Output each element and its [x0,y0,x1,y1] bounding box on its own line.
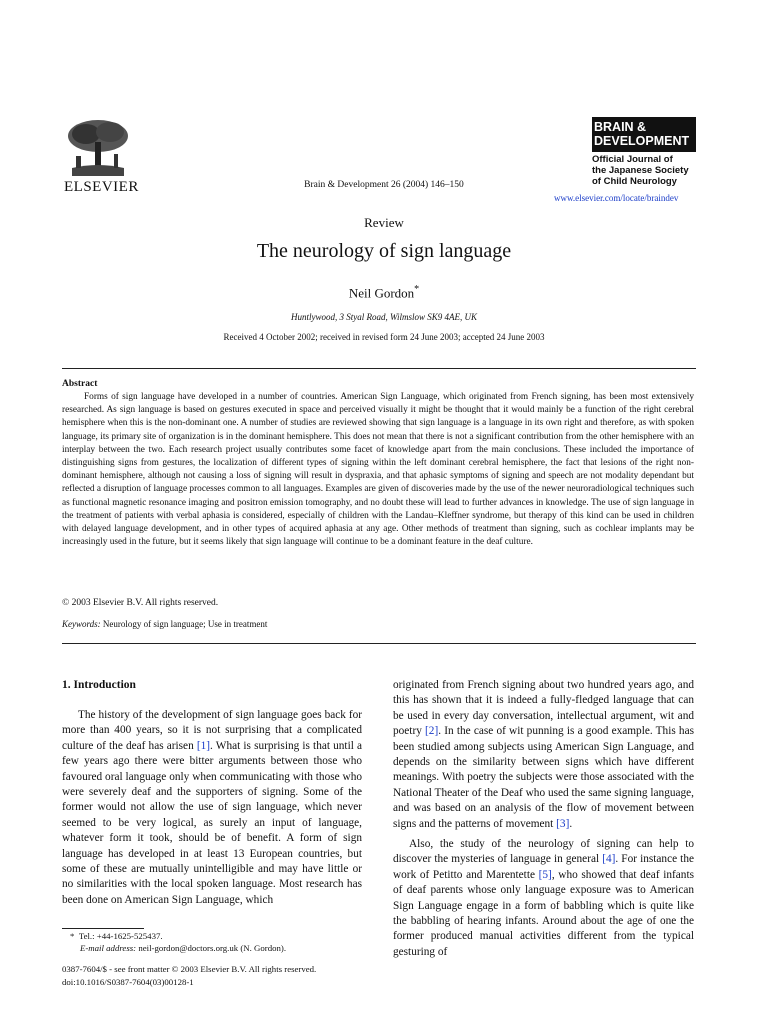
abstract-text: Forms of sign language have developed in a number of countries. American Sign Language, which originated from French signing, has been most extensively researched. As sign language is based on gestures executed in space and perceived visually it might be thought that it would mainly be a function of the right cerebral hemisphere when this is the non-dominant one. A number of studies are reviewed showing that sign language is a language in its own right and therefore, as with spoken language, its primary site of organization is in the dominant hemisphere. This does not mean that there is not a significant contribution from the other hemisphere with an interplay between the two. Each research project usually contributes some facet of knowledge apart from the main conclusions. These included the importance of distinguishing signs from gestures, the localization of different types of signing within the left dominant cerebral hemisphere, the fact that lesions of the right non-dominant hemisphere, although not causing a loss of signing will result in dyspraxia, and that aphasic symptoms of signing and speech are not modality dependant but reflected a disruption of language processes common to all languages. Examples are given of discoveries made by the use of the newer neuroradiological techniques such as functional magnetic resonance imaging and positron emission tomography, and no doubt these will lead to further advances in knowledge. The use of sign language in the treatment of patients with verbal aphasia is considered, especially of children with the Landau–Kleffner syndrome, but therapy of this kind can be used in children with delayed language development, and in other types of acquired aphasia at any age. Other methods of treatment than signing, such as cochlear implants may be increasingly used in the future, but it seems likely that sign language will continue to be a dominant feature in the deaf culture. [62,392,694,548]
official-journal-note [592,154,712,187]
citation-link[interactable]: [3] [556,817,570,830]
official-line-1: Official Journal of [592,154,673,165]
citation-link[interactable]: [4] [602,853,616,866]
text-span: . For instance the work of Petitto and Marentette [393,853,694,881]
citation-link[interactable]: [1] [196,739,211,752]
doi-line[interactable]: doi:10.1016/S0387-7604(03)00128-1 [62,977,194,987]
journal-logo-line2: DEVELOPMENT [594,134,690,148]
text-span: . In the case of wit punning is a good example. This has been studied among subjects using American Sign Language, and depends on the similarity between signs which have different meanings. With poetry the subjects were those associated with the National Theater of the Deaf who used the same signing language, and was based on an analysis of the flow of movement between signs and the patterns of movement [393,725,694,830]
keywords-label: Keywords: [62,619,101,629]
official-line-3: of Child Neurology [592,176,677,187]
intro-paragraph-2 [393,837,694,960]
journal-reference: Brain & Development 26 (2004) 146–150 [304,180,464,190]
footnote-email [80,943,286,953]
text-span: The history of the development of sign language goes back for more than 400 years, so it is not surprising that a complicated culture of the deaf has arisen [62,709,362,752]
article-dates: Received 4 October 2002; received in revised form 24 June 2003; accepted 24 June 2003 [223,332,545,342]
article-type: Review [364,215,404,230]
journal-url-link[interactable]: www.elsevier.com/locate/braindev [554,193,679,203]
journal-logo-line1: BRAIN & [594,120,647,134]
issn-line: 0387-7604/$ - see front matter © 2003 Elsevier B.V. All rights reserved. [62,964,317,974]
official-line-2: the Japanese Society [592,165,689,176]
email-link[interactable]: neil-gordon@doctors.org.uk (N. Gordon). [138,943,287,953]
author-affiliation: Huntlywood, 3 Styal Road, Wilmslow SK9 4AE, UK [291,312,477,322]
author-name: Neil Gordon [348,285,415,301]
section-heading: 1. Introduction [62,679,136,691]
author-footnote-mark[interactable]: * [414,284,420,295]
publisher-name: ELSEVIER [64,179,139,195]
citation-link[interactable]: [5] [538,868,552,881]
elsevier-tree-logo-icon [62,118,134,178]
abstract-copyright: © 2003 Elsevier B.V. All rights reserved. [62,598,219,608]
telephone-text: Tel.: +44-1625-525437. [78,931,163,941]
footnote-telephone [70,931,163,941]
journal-logo [592,117,696,152]
keywords-list: Neurology of sign language; Use in treatment [102,619,268,629]
intro-paragraph-1 [62,708,362,908]
text-span: . [569,817,573,830]
article-title: The neurology of sign language [256,240,512,262]
text-span: . What is surprising is that until a few years ago there were bitter arguments between those who favoured oral language only when communicating with those who were severely deaf and the supporters of signing. Some of the former would not allow the use of sign language, which never seemed to be very logical, as surely an input of language, whatever form it took, should be of benefit. A form of sign language has developed in at least 13 European countries, but some of these are mutually unintelligible and may have little or no similarities with the local spoken language. Most research has been done on American Sign Language, which [62,739,362,906]
abstract-heading: Abstract [62,379,98,389]
footnote-mark: * [70,931,75,941]
divider-top [62,368,696,369]
author-line [0,284,768,301]
text-span: originated from French signing about two hundred years ago, and this has shown that it is indeed a fully-fledged language that can be used in every day conversation, intellectual argument, wit and poetry [393,679,694,738]
footnote-rule [62,928,144,929]
intro-paragraph-1-continued [393,678,694,832]
divider-bottom [62,643,696,644]
citation-link[interactable]: [2] [425,725,439,738]
text-span: , who showed that deaf infants of deaf parents whose only language exposure was to American Sign Language engage in a form of babbling which is quite like the babbling of hearing infants. Around about the age of one the former produced manual activities different from the typical gesturing of [393,868,694,958]
text-span: Also, the study of the neurology of signing can help to discover the mysteries of language in general [393,838,694,866]
keywords-line [62,619,267,629]
email-label: E-mail address: [80,943,137,953]
